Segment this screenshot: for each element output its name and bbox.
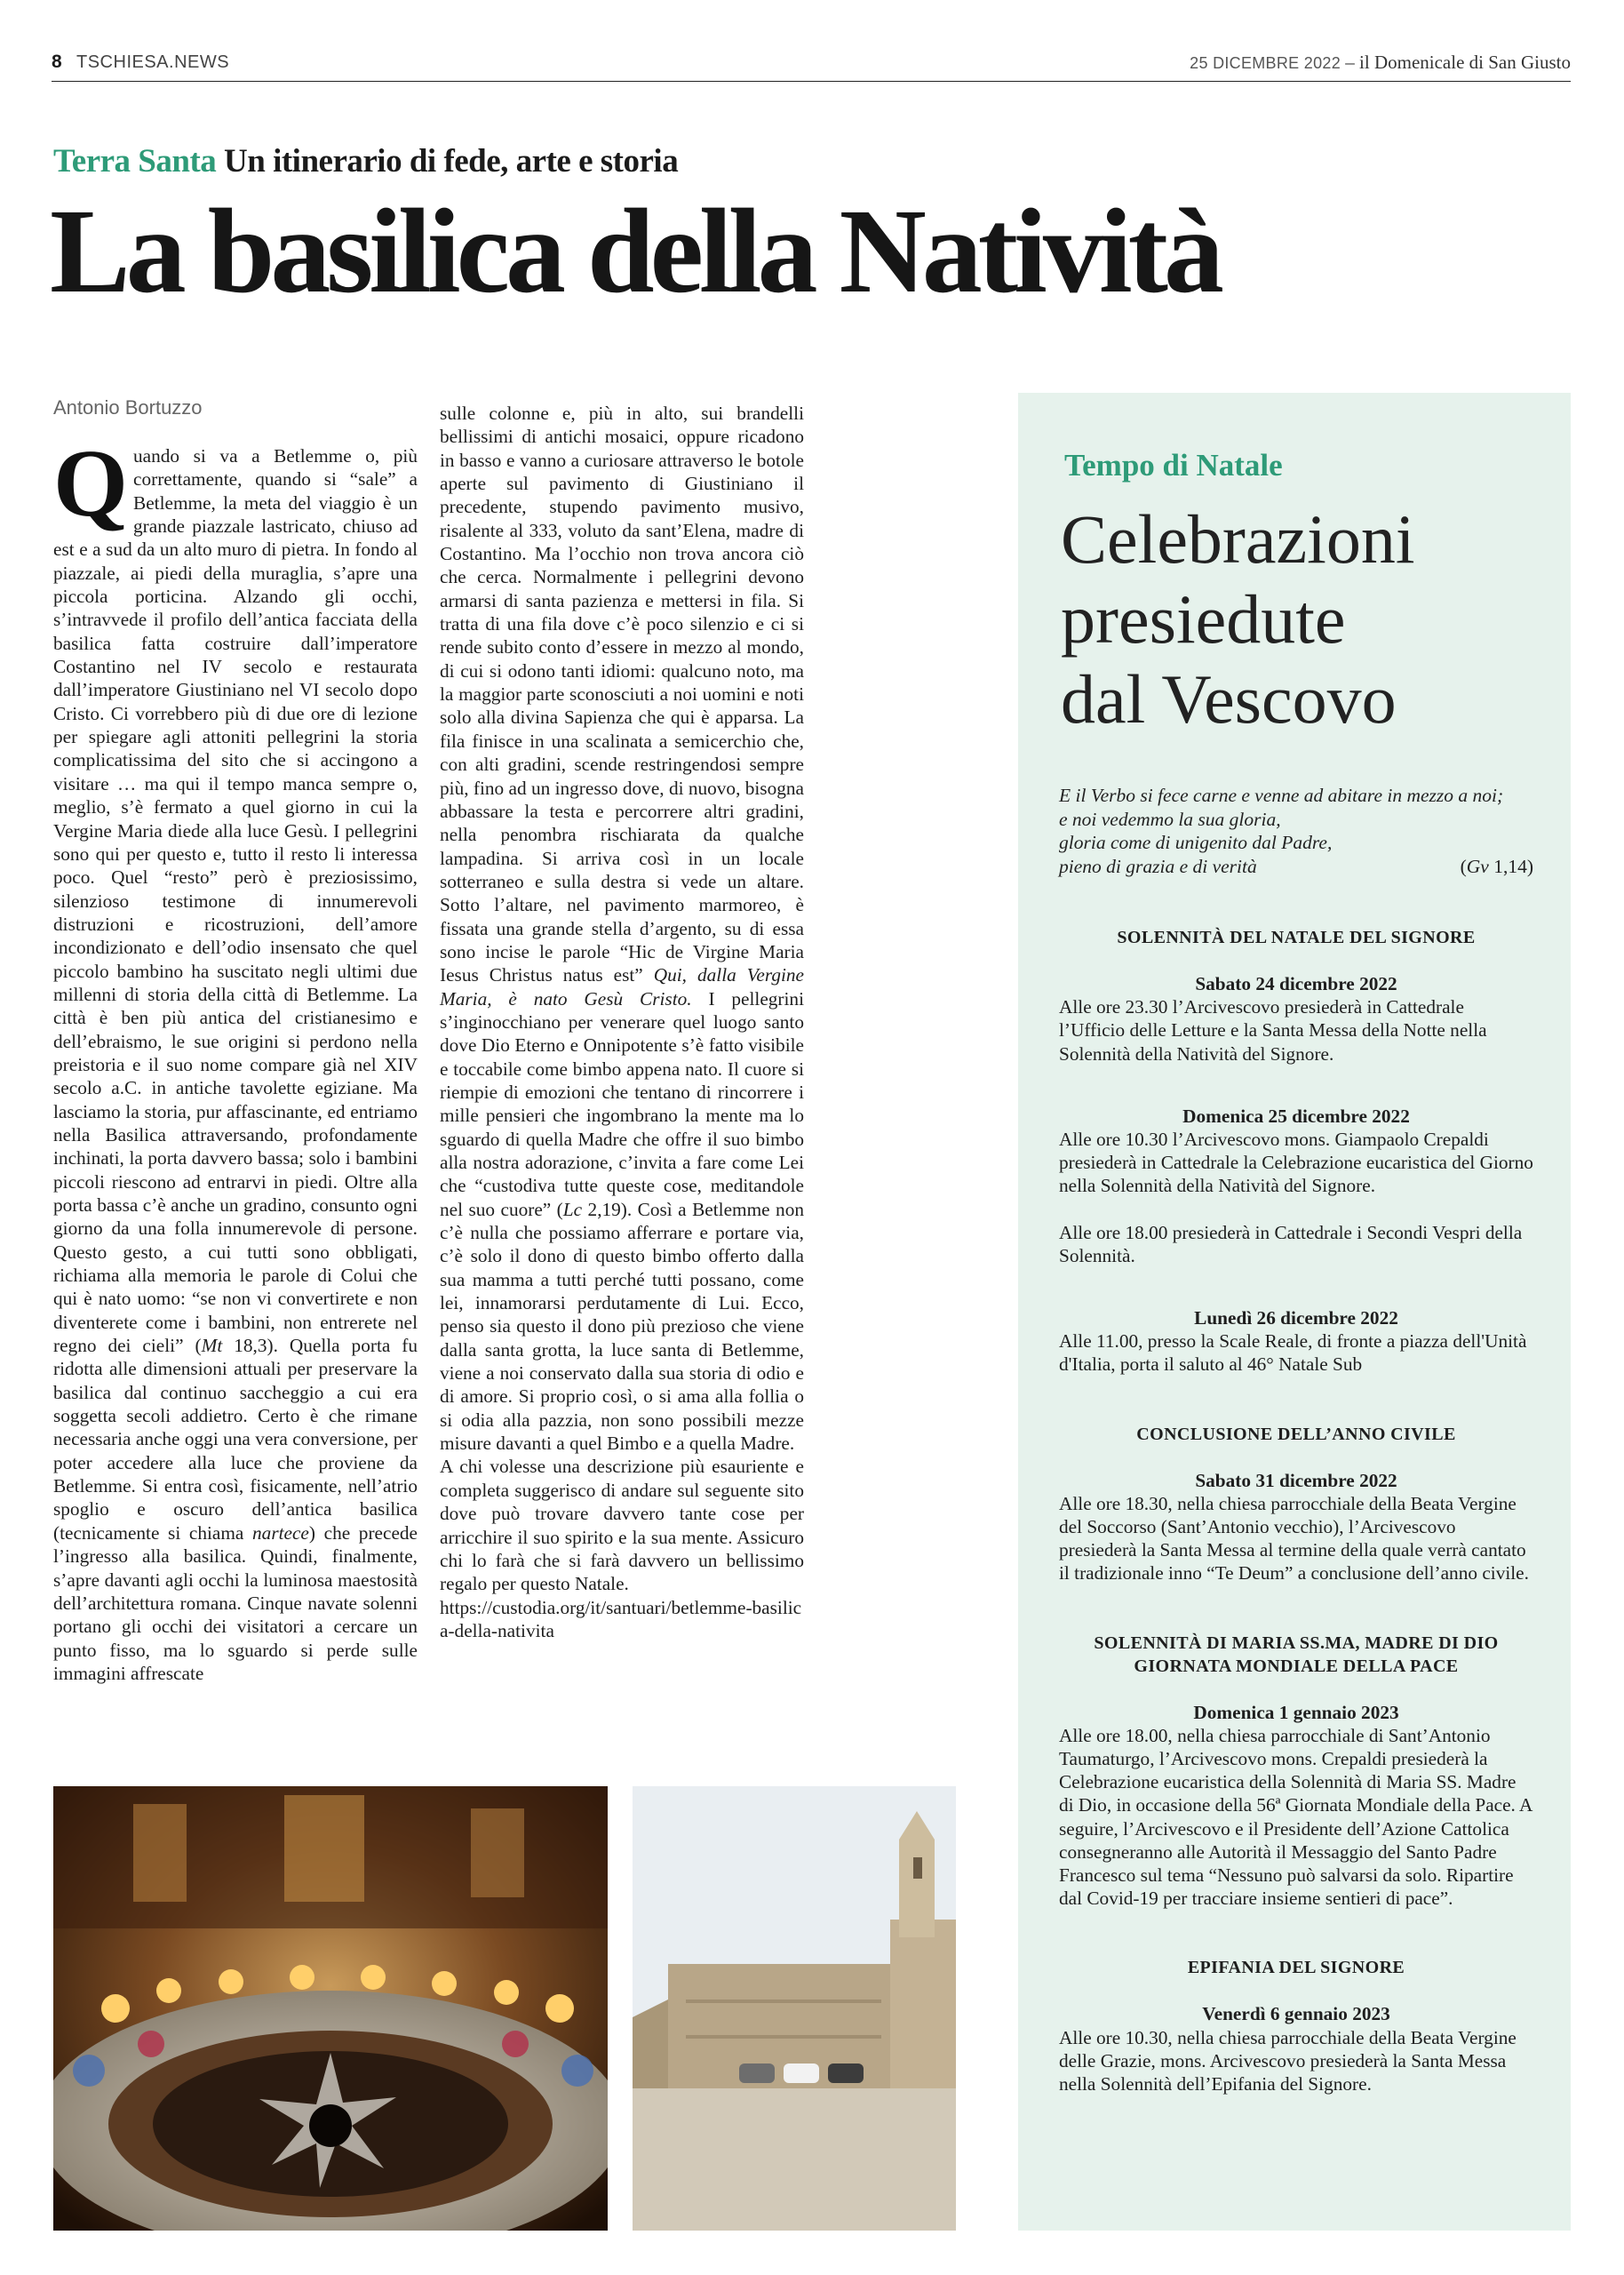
title-line: presiedute (1061, 580, 1346, 658)
event-date: Venerdì 6 gennaio 2023 (1202, 2003, 1390, 2025)
event-text: Alle 11.00, presso la Scale Reale, di fronte a piazza dell'Unità d'Italia, porta il saluto al 46° Natale Sub (1059, 1330, 1527, 1376)
site-name[interactable]: TSCHIESA.NEWS (76, 52, 230, 72)
event-text: Alle ore 18.30, nella chiesa parrocchiale della Beata Vergine del Soccorso (Sant’Antonio vecchio), l’Arcivescovo presiederà la Santa Messa al termine della quale verrà cantato il tradizionale inno “Te Deum” a conclusione dell’anno civile. (1059, 1492, 1529, 1585)
event-date: Sabato 24 dicembre 2022 (1195, 973, 1397, 994)
verse-line: pieno di grazia e di verità (1059, 855, 1257, 877)
ref-number: 1,14) (1488, 855, 1533, 877)
basilica-exterior-image (633, 1786, 956, 2231)
event-date: Domenica 25 dicembre 2022 (1182, 1105, 1410, 1127)
text-run: ) che precede l’ingresso alla basilica. Quindi, finalmente, s’apre davanti agli occhi la luminosa maestosità dell’architettura romana. Cinque navate solenni portano gli occhi dei visitatori a cercare un punto fisso, ma lo sguardo si perde sulle immagini affrescate (53, 1521, 418, 1684)
article-kicker (53, 142, 678, 180)
section-title (1059, 1632, 1533, 1678)
scripture-ref: Lc (562, 1198, 583, 1220)
section-title-line: SOLENNITÀ DI MARIA SS.MA, MADRE DI DIO (1094, 1632, 1499, 1653)
issue-separator: – (1341, 52, 1360, 73)
event-text: Alle ore 10.30 l’Arcivescovo mons. Giampaolo Crepaldi presiederà in Cattedrale la Celebrazione eucaristica del Giorno nella Solennità della Natività del Signore. (1059, 1129, 1533, 1197)
section-title: SOLENNITÀ DEL NATALE DEL SIGNORE (1117, 928, 1476, 947)
celebrations-sidebar (1018, 393, 1571, 2231)
article-link[interactable]: https://custodia.org/it/santuari/betlemme-basilica-della-nativita (440, 1596, 802, 1641)
event-text: Alle ore 10.30, nella chiesa parrocchiale della Beata Vergine delle Grazie, mons. Arcivescovo presiederà la Santa Messa nella Solennità dell’Epifania del Signore. (1059, 2026, 1517, 2095)
event-text: Alle ore 18.00, nella chiesa parrocchiale di Sant’Antonio Taumaturgo, l’Arcivescovo mons. Crepaldi presiederà la Celebrazione eucaristica della Solennità di Maria SS. Madre di Dio, in occasione della 56ª Giornata Mondiale della Pace. A seguire, l’Arcivescovo e il Presidente dell’Azione Cattolica consegneranno alle Autorità il Messaggio del Santo Padre Francesco sul tema “Nessuno può salvarsi da solo. Ripartire dal Covid-19 per tracciare insieme sentieri di pace”. (1059, 1724, 1532, 1910)
title-line: Celebrazioni (1061, 500, 1415, 578)
term-italic: nartece (252, 1521, 309, 1544)
scripture-verse (1059, 784, 1533, 878)
kicker-text: Un itinerario di fede, arte e storia (224, 143, 679, 180)
text-run: sulle colonne e, più in alto, sui brandelli bellissimi di antichi mosaici, oppure ricadono in basso e vanno a curiosare attraverso le botole aperte sul pavimento di Giustiniano il precedente, stupendo pavimento musivo, risalente al 333, voluto da sant’Elena, madre di Costantino. Ma l’occhio non trova ancora ciò che cerca. Normalmente i pellegrini devono armarsi di santa pazienza e mettersi in fila. Si tratta di una fila dove c’è poco silenzio e ci si rende subito conto d’essere in mezzo al mondo, di cui si odono tanti idiomi: qualcuno noto, ma la maggior parte sconosciuti a noi uomini e noti solo alla divina Sapienza che qui è apparsa. La fila finisce in una scalinata a semicerchio che, con alti gradini, scende restringendosi sempre più, fino ad un ingresso dove, di nuovo, bisogna abbassare la testa e percorrere altri gradini, nella penombra rischiarata da qualche lampadina. Si arriva così in un locale sotterraneo e sulla destra si vede un altare. Sotto l’altare, nel pavimento marmoreo, è fissata una grande stella d’argento, su di essa sono incise le parole “Hic de Virgine Maria Iesus Christus natus est” (440, 403, 804, 986)
page-number: 8 (52, 52, 62, 72)
kicker-section: Terra Santa (53, 143, 217, 180)
section-title: CONCLUSIONE DELL’ANNO CIVILE (1136, 1424, 1456, 1444)
title-line: dal Vescovo (1061, 660, 1397, 738)
grotto-star-image (53, 1786, 608, 2231)
event-text: Alle ore 18.00 presiederà in Cattedrale i Secondi Vespri della Solennità. (1059, 1221, 1523, 1266)
translation-italic: Qui, dalla Vergine Maria, è nato Gesù Cristo. (440, 964, 804, 1010)
verse-line: e noi vedemmo la sua gloria, (1059, 808, 1281, 830)
sidebar-kicker: Tempo di Natale (1064, 448, 1283, 483)
article-title: La basilica della Natività (50, 185, 1220, 318)
article-paragraph (440, 1455, 804, 1595)
issue-info (1190, 52, 1571, 74)
article-paragraph (440, 402, 804, 1455)
celebrations-list (1059, 926, 1533, 2095)
page-header (52, 46, 1571, 82)
grotto-star-photo (53, 1786, 608, 2231)
event-date: Sabato 31 dicembre 2022 (1195, 1469, 1397, 1491)
basilica-exterior-photo (633, 1786, 956, 2231)
article-column-1 (53, 431, 418, 1685)
ref-book: Gv (1466, 855, 1489, 877)
section-title-line: GIORNATA MONDIALE DELLA PACE (1134, 1656, 1459, 1676)
event-date: Lunedì 26 dicembre 2022 (1194, 1307, 1398, 1329)
verse-reference (1461, 855, 1533, 879)
issue-date: 25 DICEMBRE 2022 (1190, 54, 1341, 72)
text-run: 2,19). Così a Betlemme non c’è nulla che possiamo afferrare e portare via, c’è solo il dono di questo bimbo offerto dalla sua mamma a tutti perché tutti possano, come lei, innamorarsi perdutamente di Lui. Ecco, penso sia questo il dono più prezioso che viene dalla santa grotta, la luce santa di Betlemme, viene a noi conservato dalla sua storia di odio e di amore. Si proprio così, o si ama alla follia o si odia alla pazzia, non sono possibili mezze misure davanti a quel Bimbo e a quella Madre. (440, 1198, 804, 1455)
article-paragraph (53, 431, 418, 1685)
publication-name: il Domenicale di San Giusto (1359, 52, 1571, 73)
text-run: I pellegrini s’inginocchiano per venerare quel luogo santo dove Dio Eterno e Onnipotente s’è fatto visibile e toccabile come bimbo appena nato. Il cuore si riempie di emozioni che tentano di rincorrere i mille pensieri che ingombrano la mente ma lo sguardo di quella Madre che offre il suo bimbo alla nostra adorazione, c’invita a fare come Lei che “custodiva tutte queste cose, meditandole nel suo cuore” ( (440, 987, 804, 1220)
text-run: uando si va a Betlemme o, più correttamente, quando si “sale” a Betlemme, la meta del viaggio è un grande piazzale lastricato, chiuso ad est e a sud da un alto muro di pietra. In fondo al piazzale, ai piedi della muraglia, s’apre una piccola porticina. Alzando gli occhi, s’intravvede il profilo dell’antica facciata della basilica fatta costruire dall’imperatore Costantino nel IV secolo e restaurata dall’imperatore Giustiniano nel VI secolo dopo Cristo. Ci vorrebbero più di due ore di lezione per spiegare agli attoniti pellegrini la storia complicatissima del sito che si accingono a visitare … ma qui il tempo manca sempre o, meglio, s’è fermato a quel giorno in cui la Vergine Maria diede alla luce Gesù. I pellegrini sono qui per questo e, tutto il resto li interessa poco. Quel “resto” però è preziosissimo, silenzioso testimone di innumerevoli distruzioni e ricostruzioni, dell’amore incondizionato e dell’odio insensato che quel piccolo bambino ha suscitato negli ultimi due millenni di storia della città di Betlemme. La città è ben più antica del cristianesimo e dell’ebraismo, le sue origini si perdono nella preistoria e il suo nome compare già nel XIV secolo a.C. in antiche tavolette egiziane. Ma lasciamo la storia, pur affascinante, ed entriamo nella Basilica attraversando, profondamente inchinati, la porta davvero bassa; solo i bambini piccoli riescono ad entrarvi in piedi. Oltre alla porta bassa c’è anche un gradino, consunto ogni giorno da una folla innumerevole di persone. Questo gesto, a cui tutti sono obbligati, richiama alla memoria le parole di Colui che qui è nato uomo: “se non vi convertirete e non diventerete come i bambini, non entrerete nel regno dei cieli” ( (53, 445, 418, 1357)
verse-line: E il Verbo si fece carne e venne ad abitare in mezzo a noi; (1059, 785, 1504, 806)
sidebar-title (1061, 499, 1415, 739)
article-author: Antonio Bortuzzo (53, 396, 203, 419)
ref-open: ( (1460, 855, 1467, 877)
dropcap: Q (53, 431, 129, 537)
scripture-ref: Mt (201, 1335, 223, 1357)
text-run: 18,3). Quella porta fu ridotta alle dimensioni attuali per preservare la basilica dal continuo saccheggio a cui era soggetta secoli addietro. Certo è che rimane necessaria anche oggi una vera conversione, per poter accedere alla luce che proviene da Betlemme. Si entra così, fisicamente, nell’atrio spoglio e oscuro dell’antica basilica (tecnicamente si chiama (53, 1335, 418, 1544)
article-column-2 (440, 402, 804, 1642)
event-text: Alle ore 23.30 l’Arcivescovo presiederà in Cattedrale l’Ufficio delle Letture e la Santa Messa della Notte nella Solennità della Natività del Signore. (1059, 996, 1487, 1065)
verse-line: gloria come di unigenito dal Padre, (1059, 832, 1333, 853)
section-title: EPIFANIA DEL SIGNORE (1187, 1958, 1405, 1978)
event-date: Domenica 1 gennaio 2023 (1193, 1701, 1399, 1723)
text-run: A chi volesse una descrizione più esauriente e completa suggerisco di andare sul seguente sito dove può trovare davvero tante cose per arricchire il suo spirito e la sua mente. Assicuro chi lo farà che si farà davvero un bellissimo regalo per questo Natale. (440, 1456, 804, 1595)
